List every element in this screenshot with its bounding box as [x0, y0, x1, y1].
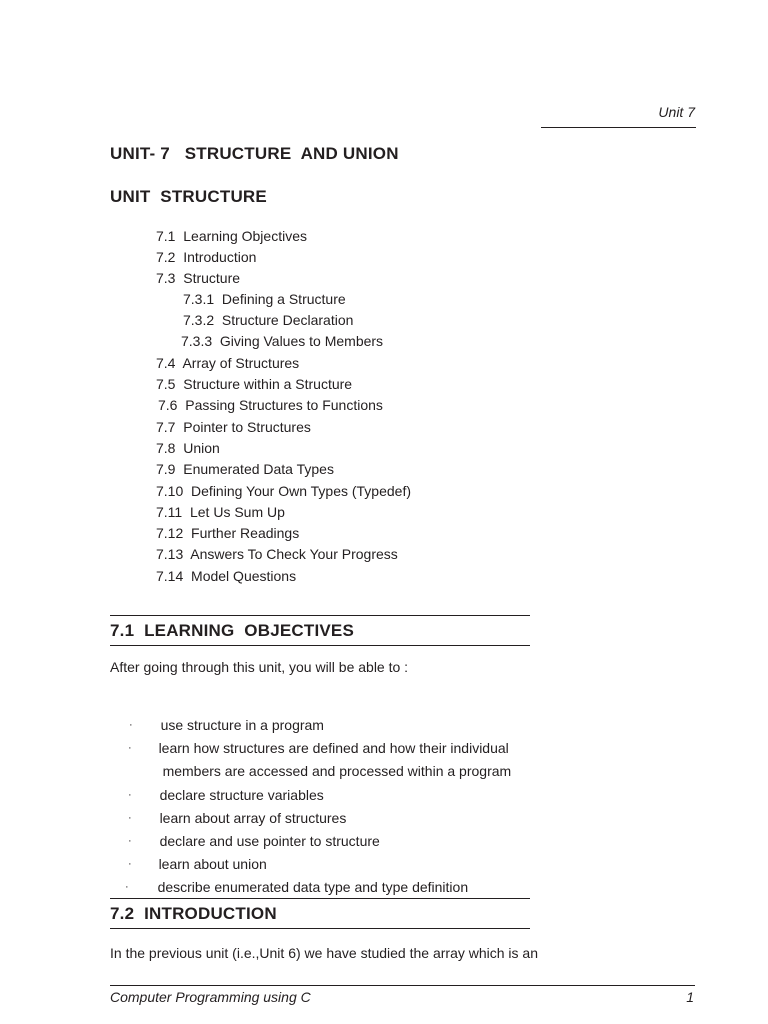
section-71-heading: 7.1 LEARNING OBJECTIVES: [110, 621, 354, 640]
footer-rule: [110, 985, 695, 986]
section-71-top-rule: [110, 615, 530, 616]
page-number: 1: [686, 989, 694, 1005]
toc-item: 7.3.1 Defining a Structure: [183, 291, 346, 307]
header-rule: [541, 127, 696, 128]
section-72-heading: 7.2 INTRODUCTION: [110, 904, 277, 923]
bullet-dot-icon: ·: [128, 789, 132, 801]
list-item-text: learn how structures are defined and how their individual: [158, 740, 509, 756]
toc-item: 7.6 Passing Structures to Functions: [158, 397, 383, 413]
toc-item: 7.7 Pointer to Structures: [156, 419, 311, 435]
bullet-dot-icon: ·: [128, 812, 132, 824]
unit-label: Unit 7: [658, 104, 695, 120]
section-72-bottom-rule: [110, 928, 530, 929]
bullet-dot-icon: ·: [125, 881, 129, 893]
list-item-text: members are accessed and processed within a program: [162, 763, 512, 779]
list-item-text: declare structure variables: [159, 787, 324, 803]
list-item-text: learn about union: [158, 856, 267, 872]
toc-item: 7.12 Further Readings: [156, 525, 300, 541]
toc-item: 7.3.2 Structure Declaration: [183, 312, 354, 328]
toc-item: 7.2 Introduction: [156, 249, 257, 265]
section-71-intro: After going through this unit, you will be able to :: [110, 659, 409, 675]
list-item-text: learn about array of structures: [159, 810, 347, 826]
unit-structure-heading: UNIT STRUCTURE: [110, 187, 267, 206]
toc-item: 7.11 Let Us Sum Up: [156, 504, 285, 520]
toc-item: 7.9 Enumerated Data Types: [156, 461, 334, 477]
page-title: UNIT- 7 STRUCTURE AND UNION: [110, 144, 399, 163]
bullet-dot-icon: ·: [128, 742, 132, 754]
toc-item: 7.3.3 Giving Values to Members: [181, 333, 384, 349]
section-72-top-rule: [110, 898, 530, 899]
bullet-dot-icon: ·: [128, 858, 132, 870]
toc-item: 7.13 Answers To Check Your Progress: [156, 546, 398, 562]
toc-item: 7.3 Structure: [156, 270, 241, 286]
toc-item: 7.10 Defining Your Own Types (Typedef): [156, 483, 412, 499]
toc-item: 7.8 Union: [156, 440, 220, 456]
toc-item: 7.14 Model Questions: [156, 568, 297, 584]
list-item-text: use structure in a program: [160, 717, 324, 733]
list-item-text: declare and use pointer to structure: [159, 833, 380, 849]
toc-item: 7.1 Learning Objectives: [156, 228, 307, 244]
list-item-text: describe enumerated data type and type definition: [157, 879, 469, 895]
toc-item: 7.4 Array of Structures: [156, 355, 300, 371]
bullet-dot-icon: ·: [129, 719, 133, 731]
footer-title: Computer Programming using C: [110, 989, 311, 1005]
toc-item: 7.5 Structure within a Structure: [156, 376, 353, 392]
bullet-dot-icon: ·: [128, 835, 132, 847]
section-71-bottom-rule: [110, 645, 530, 646]
section-72-text: In the previous unit (i.e.,Unit 6) we have studied the array which is an: [110, 945, 538, 961]
